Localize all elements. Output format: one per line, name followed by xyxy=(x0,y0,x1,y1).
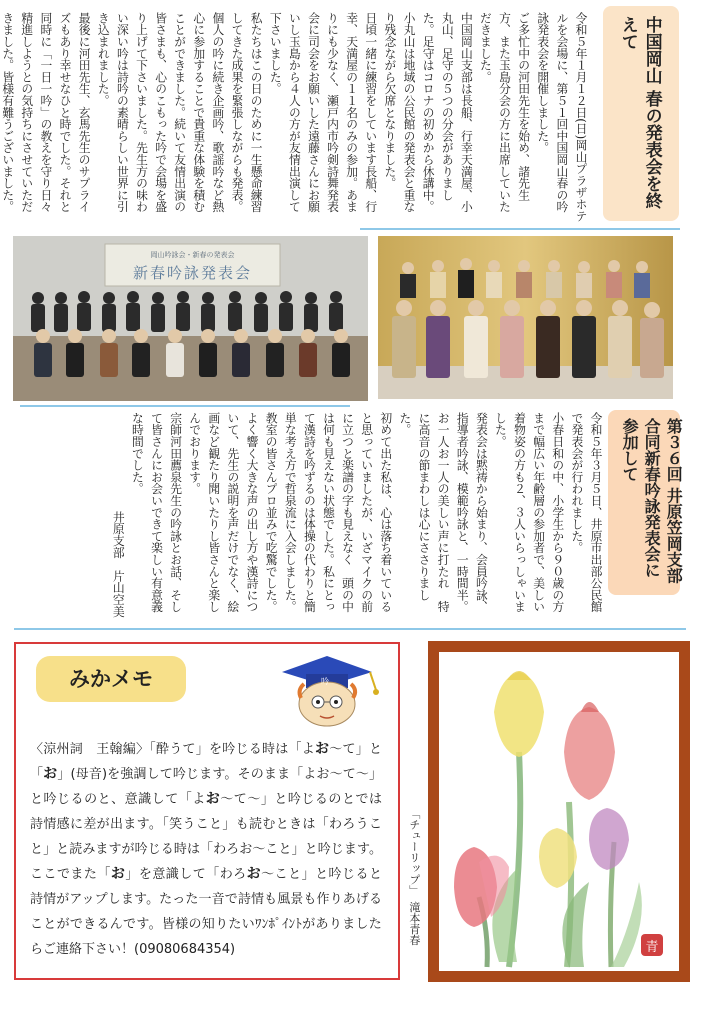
article1-paragraph: ご多忙中の河田先生を始め、諸先生方、また玉島分会の方に出席していただきました。 xyxy=(478,12,531,213)
article2-paragraph: 初めて出た私は、心は落ち着いていると思っていましたが、いざマイクの前に立つと楽譜の字も見えなく 頭の中は何も見えない状態でした。私にとって漢詩を吟ずるのは体操の代わりと簡単な考え方で哲泉流に入会しました。教室の皆さんプロ並みで吃驚でした。 xyxy=(264,412,393,613)
memo-label-text: みかメモ xyxy=(69,667,153,691)
memo-seg: 」を意識して「わろ xyxy=(125,867,247,882)
memo-label xyxy=(36,656,186,702)
article1-paragraph: 令和５年１月１２日(日)岡山プラザホテルを会場に、第５１回中国岡山春の吟詠発表会を開催しました。 xyxy=(535,12,588,222)
memo-emph: お xyxy=(205,791,221,807)
painting-caption: 「チューリップ」 滝本青春 xyxy=(407,808,421,946)
article1-paragraph: 中国岡山支部は長船、行幸天満屋、小丸山、足守の５つの分会がありました。足守はコロナの初めから休講中。小丸山は地域の公民館の発表会と重なり残念ながら欠席となりました。 xyxy=(382,12,474,213)
article1-body xyxy=(0,12,590,224)
memo-seg: 」(母音)を強調して吟じます。そのまま「よお〜て〜」と吟じるのと、意識して「よ xyxy=(30,767,383,807)
article1-paragraph: 最後に河田先生、玄馬先生のサプライズもあり幸せなひと時でした。それと同時に「一日一吟」の教えを守り日々精進しようとの気持ちにさせていただきました。皆様有難うございました。 xyxy=(0,12,92,213)
article2-paragraph: 小春日和の中、小学生から９０歳の方まで幅広い年齢層の参加者で、美しい着物姿の方も２、３人いらっしゃいました。 xyxy=(493,412,565,613)
memo-seg: 〜こと」と吟じると詩情がアップします。たった一音で詩情も風景も作りあげることができるんです。皆様の知りたいﾜﾝﾎﾟｲﾝﾄがありましたらご連絡下さい！(09080684354) xyxy=(30,867,382,957)
graduate-character-icon xyxy=(272,650,382,730)
divider-rule xyxy=(20,405,350,407)
tulip-painting xyxy=(439,652,679,971)
article2-paragraph: 宗師河田薦泉先生の吟詠とお話、そして皆さんにお会いできて楽しい有意義な時間でした。 xyxy=(130,412,183,613)
group-photo-right xyxy=(378,236,673,399)
memo-seg: 〜て」と「 xyxy=(30,742,382,782)
divider-rule xyxy=(360,228,680,230)
memo-emph: お xyxy=(43,766,58,782)
photo1-banner: 新春吟詠発表会 xyxy=(132,264,252,282)
memo-seg: 〈涼州詞 王翰編〉「酔うて」を吟じる時は「よ xyxy=(30,742,315,757)
article2-paragraph: 発表会は黙祷から始まり、会員吟詠、指導者吟詠、模範吟詠と、一時間半。お一人お一人の美しい声に打たれ 特に高音の節まわしは心にささりました。 xyxy=(397,412,489,613)
memo-emph: お xyxy=(314,741,330,757)
article2-paragraph: 令和５年３月５日、井原市出部公民館で発表会が行われました。 xyxy=(569,412,603,613)
memo-emph: お xyxy=(110,866,126,882)
hat-label: 吟 xyxy=(321,677,329,686)
article1-paragraph: 日頃一緒に練習をしています長船、行幸、天満屋の１１名のみの参加。あまりにも少なく、瀬戸内市吟剣詩舞発表会に司会をお願いした遠藤さんにお願いし玉島から４人の方が友情出演して下さいました。 xyxy=(268,12,378,213)
article2-title: 第３６回 井原笠岡支部合同新春吟詠発表会に参加して xyxy=(620,418,684,584)
article2-paragraph: よく響く大きな声の出し方や漢詩について、先生の説明を声だけでなく、絵画など観たり聞いたりし皆さんと楽しんでおります。 xyxy=(187,412,260,613)
article2-author: 井原支部 片山空美 xyxy=(111,510,126,617)
photo1-banner-small: 岡山吟詠会・新春の発表会 xyxy=(150,251,235,259)
group-photo-left xyxy=(13,236,368,401)
artist-seal: 青 xyxy=(645,940,659,955)
memo-text xyxy=(30,737,382,962)
section-divider xyxy=(14,628,686,630)
memo-emph: お xyxy=(246,866,262,882)
article2-body xyxy=(20,412,605,617)
memo-seg: 〜て〜」と吟じるのとでは詩情感に差が出ます。「笑うこと」も読むときは「わろうこと」と読みますが吟じる時は「わろお〜こと」と吟じます。ここでまた「 xyxy=(30,792,382,882)
article1-paragraph: 私たちはこの日のために一生懸命練習してきた成果を緊張しながらも発表。個人の吟に続き企画吟、歌謡吟など熱心に参加することで貴重な体験を積むことができました。続いて友情出演の皆さまも、心のこもった吟で会場を盛り上げて下さいました。先生方の味わい深い吟は詩吟の素晴らしい世界に引き込まれました。 xyxy=(96,12,264,213)
article1-title: 中国岡山 春の発表会を終えて xyxy=(617,16,662,209)
